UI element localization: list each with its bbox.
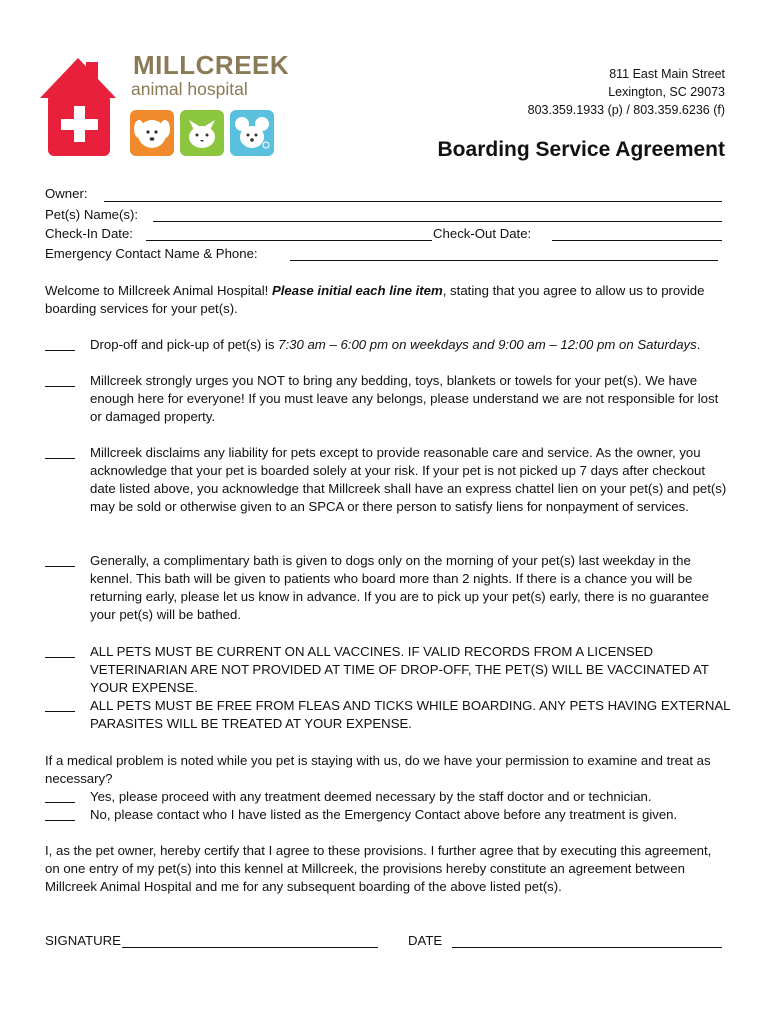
address-city: Lexington, SC 29073 xyxy=(608,85,725,99)
signature-label: SIGNATURE xyxy=(45,933,121,948)
initial-blank[interactable] xyxy=(45,350,75,351)
intro-paragraph: Welcome to Millcreek Animal Hospital! Please initial each line item, stating that you agree to allow us to provide boarding services for your pet(s). xyxy=(45,283,705,316)
certification-paragraph: I, as the pet owner, hereby certify that I agree to these provisions. I further agree that by executing this agreement, on one entry of my pet(s) into this kennel at Millcreek, the provisions hereby constitute an agreement between Millcreek Animal Hospital and me for any subsequent boarding of the above listed pet(s). xyxy=(45,843,712,894)
mouse-face-icon xyxy=(230,110,274,156)
initial-blank[interactable] xyxy=(45,820,75,821)
owner-field[interactable] xyxy=(104,201,722,202)
brand-name: MILLCREEK xyxy=(133,50,290,80)
date-label: DATE xyxy=(408,933,443,948)
initial-blank[interactable] xyxy=(45,711,75,712)
brand-tagline: animal hospital xyxy=(131,79,248,99)
initial-blank[interactable] xyxy=(45,802,75,803)
document-title: Boarding Service Agreement xyxy=(437,138,725,161)
initial-blank[interactable] xyxy=(45,566,75,567)
medical-question: If a medical problem is noted while you pet is staying with us, do we have your permission to examine and treat as necessary? xyxy=(45,753,711,786)
initial-blank[interactable] xyxy=(45,458,75,459)
pets-label: Pet(s) Name(s): xyxy=(45,207,139,222)
initial-blank[interactable] xyxy=(45,657,75,658)
pets-field[interactable] xyxy=(153,221,722,222)
checkin-field[interactable] xyxy=(146,240,432,241)
date-field[interactable] xyxy=(452,947,722,948)
checkin-label: Check-In Date: xyxy=(45,226,133,241)
emergency-field[interactable] xyxy=(290,260,718,261)
dog-face-icon xyxy=(130,110,174,156)
initial-blank[interactable] xyxy=(45,386,75,387)
address-street: 811 East Main Street xyxy=(609,67,725,81)
address-phone: 803.359.1933 (p) / 803.359.6236 (f) xyxy=(527,103,725,117)
owner-label: Owner: xyxy=(45,186,88,201)
checkout-field[interactable] xyxy=(552,240,722,241)
emergency-label: Emergency Contact Name & Phone: xyxy=(45,246,258,261)
cat-face-icon xyxy=(180,110,224,156)
checkout-label: Check-Out Date: xyxy=(433,226,532,241)
house-cross-icon xyxy=(40,58,116,156)
signature-field[interactable] xyxy=(122,947,378,948)
